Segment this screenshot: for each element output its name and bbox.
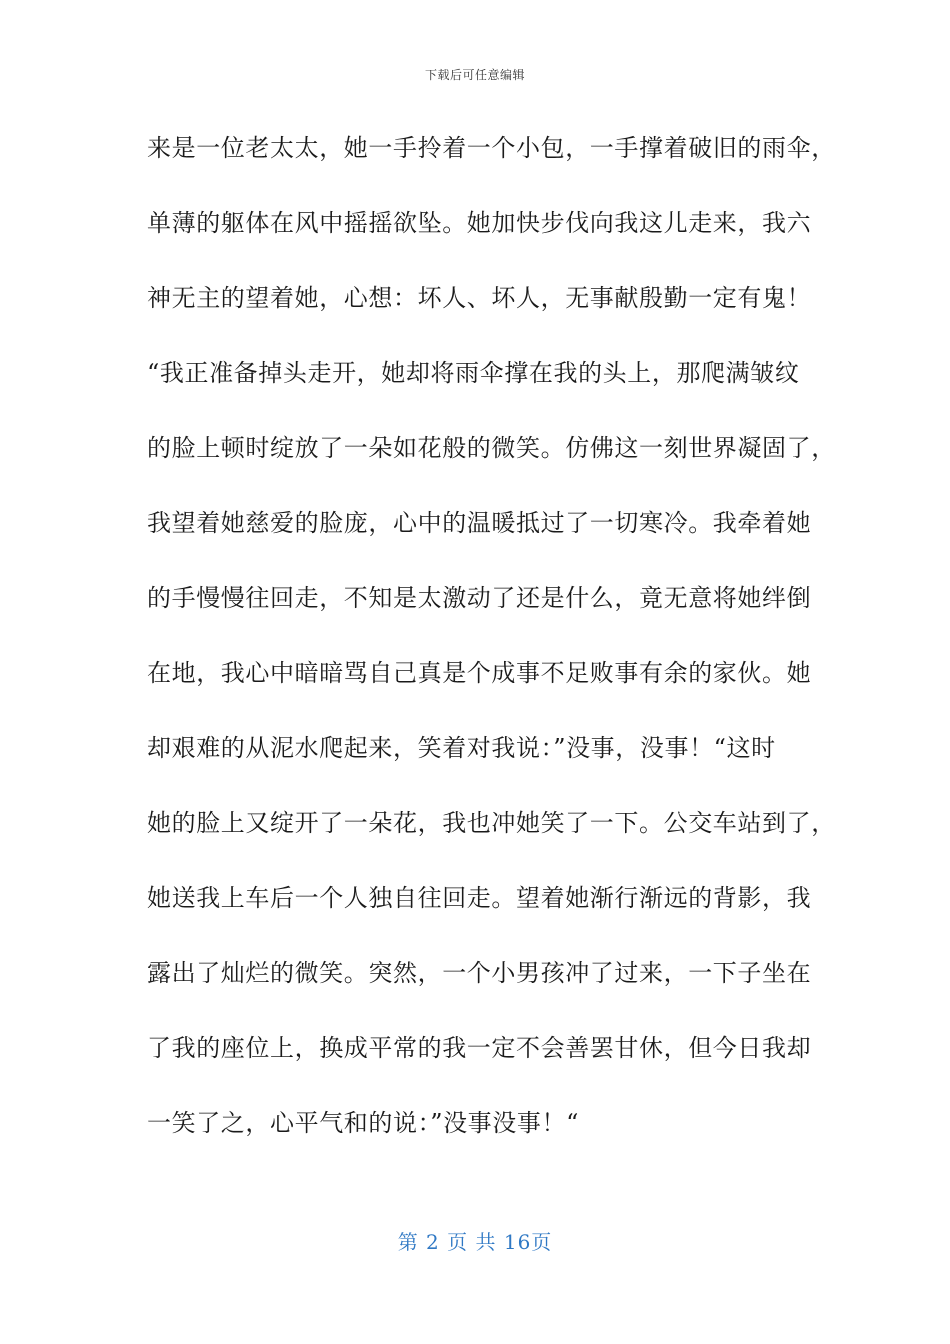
text-line: 单薄的躯体在风中摇摇欲坠。她加快步伐向我这儿走来，我六: [147, 209, 812, 237]
text-line: 了我的座位上，换成平常的我一定不会善罢甘休，但今日我却: [147, 1034, 812, 1062]
text-line: 的脸上顿时绽放了一朵如花般的微笑。仿佛这一刻世界凝固了，: [147, 434, 836, 462]
text-line: 我望着她慈爱的脸庞，心中的温暖抵过了一切寒冷。我牵着她: [147, 509, 812, 537]
page-number-footer: 第 2 页 共 16页: [397, 1230, 553, 1254]
text-line: 露出了灿烂的微笑。突然，一个小男孩冲了过来，一下子坐在: [147, 959, 812, 987]
text-line: 来是一位老太太，她一手拎着一个小包，一手撑着破旧的雨伞，: [147, 134, 836, 162]
text-line: 一笑了之，心平气和的说：”没事没事！“: [147, 1109, 579, 1137]
text-line: 神无主的望着她，心想：坏人、坏人，无事献殷勤一定有鬼！: [147, 284, 812, 312]
text-line: 却艰难的从泥水爬起来，笑着对我说：”没事，没事！“这时: [147, 734, 776, 762]
text-line: 她送我上车后一个人独自往回走。望着她渐行渐远的背影，我: [147, 884, 812, 912]
text-line: 在地，我心中暗暗骂自己真是个成事不足败事有余的家伙。她: [147, 659, 812, 687]
text-line: 的手慢慢往回走，不知是太激动了还是什么，竟无意将她绊倒: [147, 584, 812, 612]
body-text: [147, 128, 836, 1178]
page-header: 下载后可任意编辑: [424, 68, 525, 82]
text-line: “我正准备掉头走开，她却将雨伞撑在我的头上，那爬满皱纹: [147, 359, 800, 387]
text-line: 她的脸上又绽开了一朵花，我也冲她笑了一下。公交车站到了，: [147, 809, 836, 837]
